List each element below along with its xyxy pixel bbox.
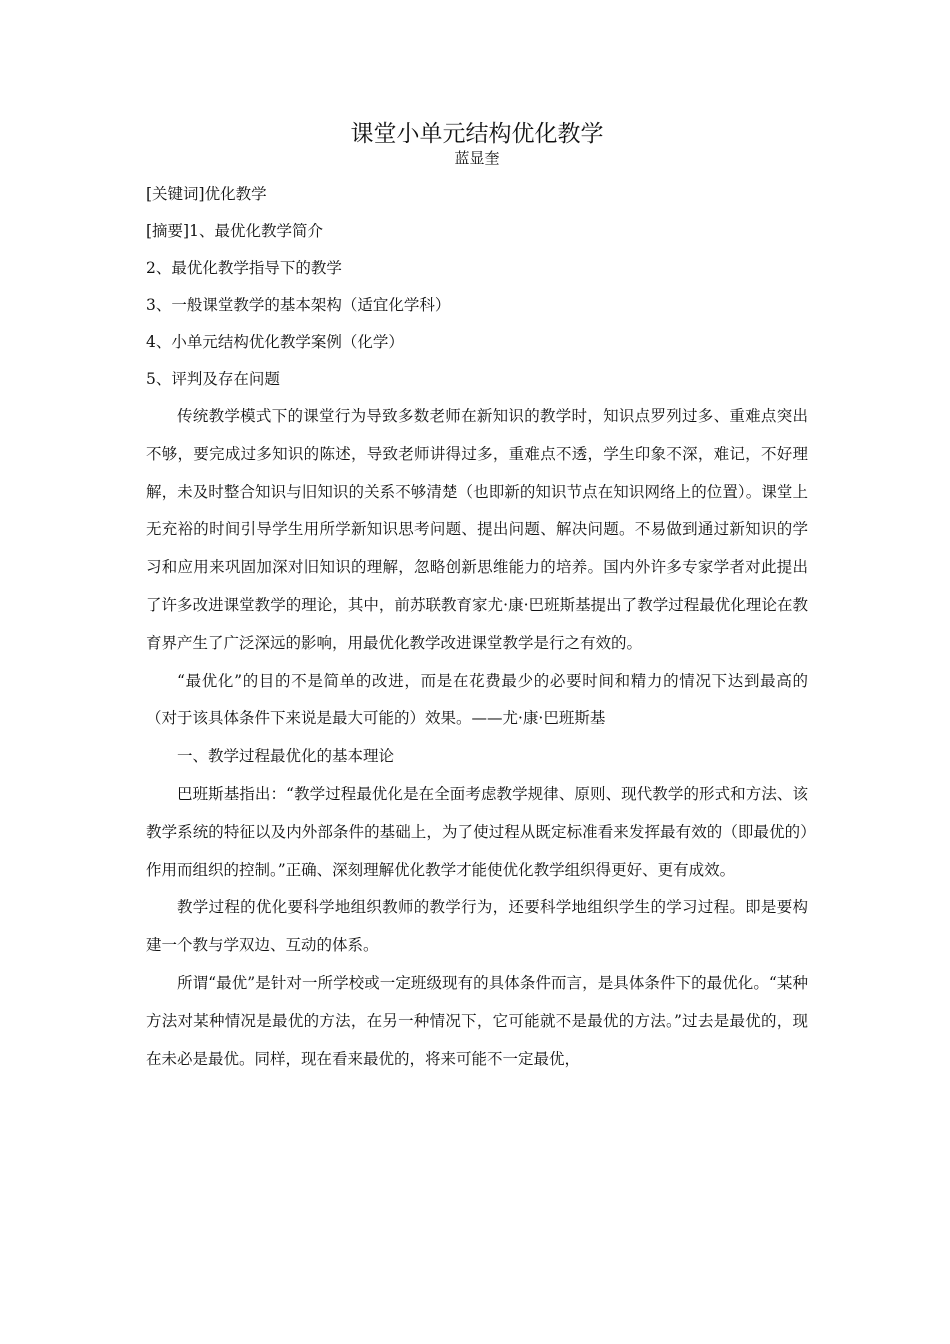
abstract-item: [摘要]1、最优化教学简介 <box>146 222 323 240</box>
document-title: 课堂小单元结构优化教学 <box>350 121 604 147</box>
keywords-line: [关键词]优化教学 <box>146 185 267 203</box>
body-paragraph: 巴班斯基指出：“教学过程最优化是在全面考虑教学规律、原则、现代教学的形式和方法、该教学系统的特征以及内外部条件的基础上，为了使过程从既定标准看来发挥最有效的（即最优的）作用而组织的控制。”正确、深刻理解优化教学才能使优化教学组织得更好、更有成效。 <box>146 784 808 879</box>
abstract-item: 2、最优化教学指导下的教学 <box>146 259 342 277</box>
body-paragraph: 传统教学模式下的课堂行为导致多数老师在新知识的教学时，知识点罗列过多、重难点突出不够，要完成过多知识的陈述，导致老师讲得过多，重难点不透，学生印象不深，难记，不好理解，未及时整合知识与旧知识的关系不够清楚（也即新的知识节点在知识网络上的位置）。课堂上无充裕的时间引导学生用所学新知识思考问题、提出问题、解决问题。不易做到通过新知识的学习和应用来巩固加深对旧知识的理解，忽略创新思维能力的培养。国内外许多专家学者对此提出了许多改进课堂教学的理论，其中，前苏联教育家尤·康·巴班斯基提出了教学过程最优化理论在教育界产生了广泛深远的影响，用最优化教学改进课堂教学是行之有效的。 <box>146 407 808 652</box>
abstract-item: 4、小单元结构优化教学案例（化学） <box>146 333 404 351</box>
quote-paragraph: “最优化”的目的不是简单的改进，而是在花费最少的必要时间和精力的情况下达到最高的（对于该具体条件下来说是最大可能的）效果。——尤·康·巴班斯基 <box>146 671 808 728</box>
section-heading: 一、教学过程最优化的基本理论 <box>177 747 395 766</box>
abstract-item: 5、评判及存在问题 <box>146 370 280 388</box>
abstract-item: 3、一般课堂教学的基本架构（适宜化学科） <box>146 296 451 314</box>
author-name: 蓝显奎 <box>454 149 500 167</box>
body-paragraph: 所谓“最优”是针对一所学校或一定班级现有的具体条件而言，是具体条件下的最优化。“某种方法对某种情况是最优的方法，在另一种情况下，它可能就不是最优的方法。”过去是最优的，现在未必是最优。同样，现在看来最优的，将来可能不一定最优， <box>146 973 808 1068</box>
body-paragraph: 教学过程的优化要科学地组织教师的教学行为，还要科学地组织学生的学习过程。即是要构建一个教与学双边、互动的体系。 <box>146 898 808 955</box>
